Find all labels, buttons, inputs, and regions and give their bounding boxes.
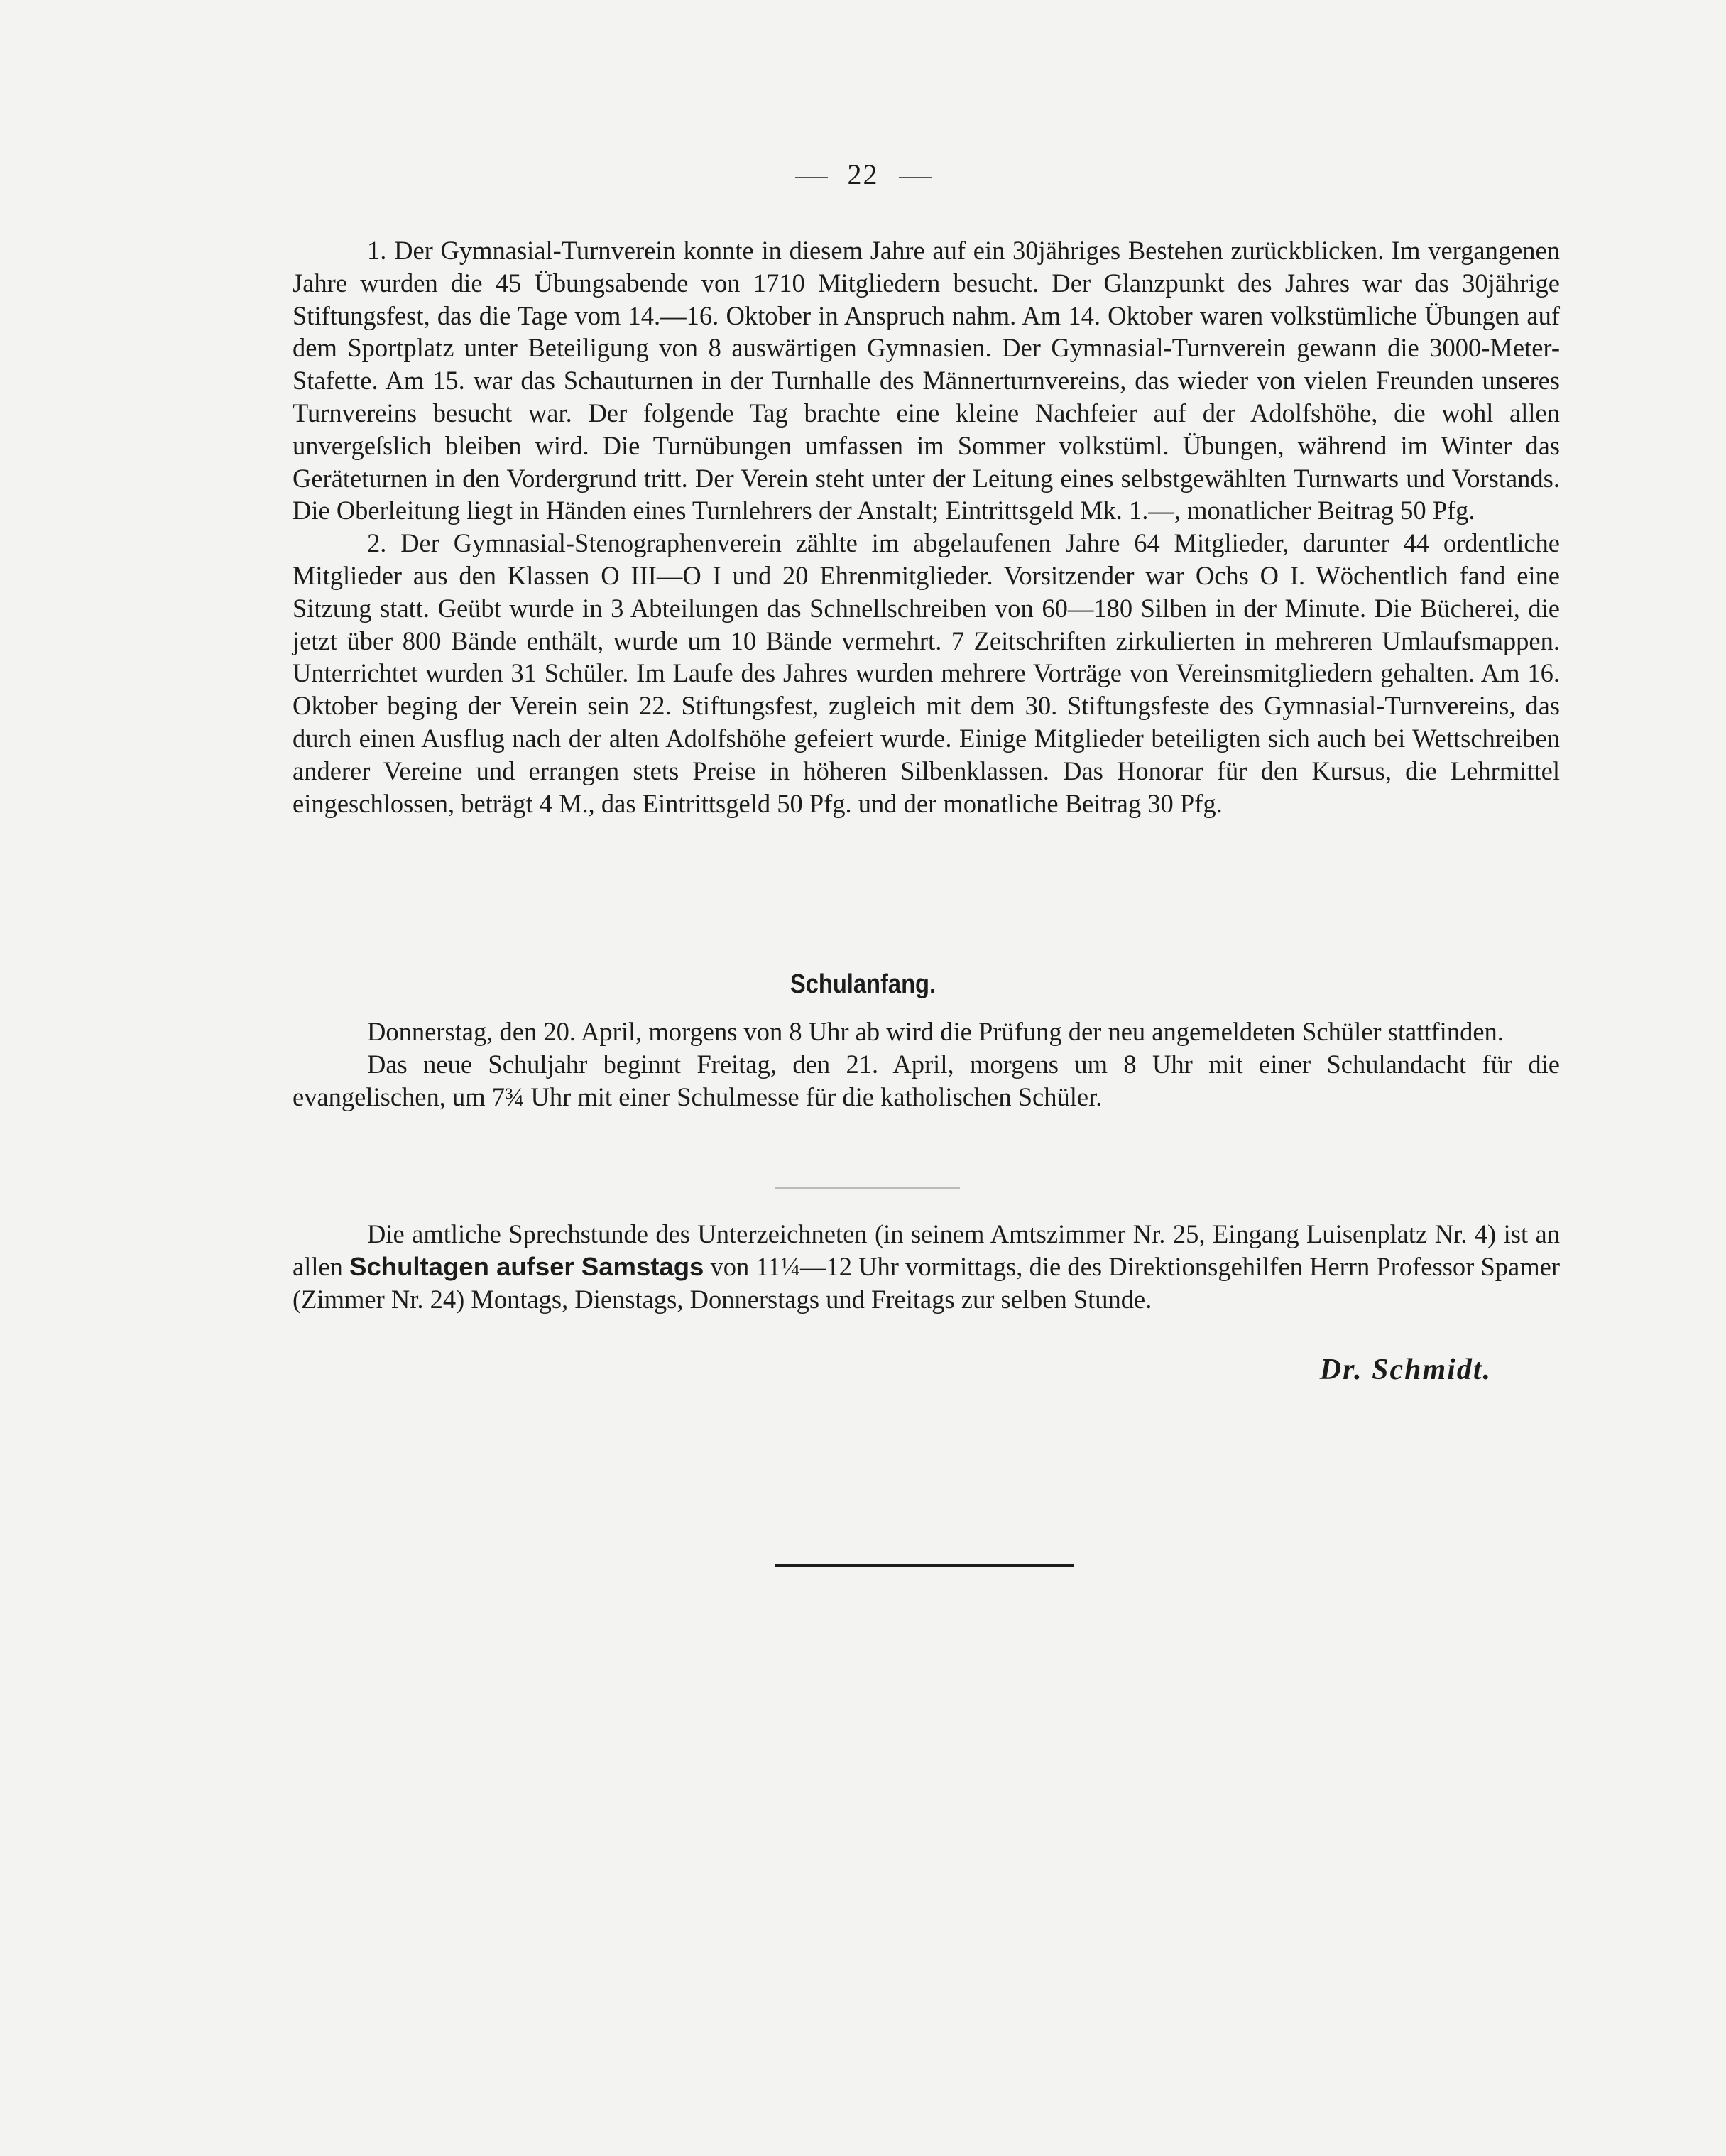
dash-left <box>795 177 828 178</box>
office-hours-emphasis: Schultagen aufser Samstags <box>349 1251 704 1281</box>
page-number <box>0 158 1726 191</box>
dash-right <box>899 177 932 178</box>
page-number-text: 22 <box>847 158 879 190</box>
paragraph-turnverein: 1. Der Gymnasial-Turnverein konnte in diesem Jahre auf ein 30jähriges Bestehen zurückblicken. Im vergangenen Jahre wurden die 45 Übungsabende von 1710 Mitgliedern besucht. Der Glanzpunkt des Jahres war das 30jährige Stiftungsfest, das die Tage vom 14.—16. Oktober in Anspruch nahm. Am 14. Oktober waren volkstümliche Übungen auf dem Sportplatz unter Beteiligung von 8 auswärtigen Gymnasien. Der Gymnasial-Turnverein gewann die 3000-Meter-Stafette. Am 15. war das Schauturnen in der Turnhalle des Männerturnvereins, das wieder von vielen Freunden unseres Turnvereins besucht war. Der folgende Tag brachte eine kleine Nachfeier auf der Adolfshöhe, die wohl allen unvergeſslich bleiben wird. Die Turnübungen umfassen im Sommer volkstüml. Übungen, während im Winter das Geräteturnen in den Vordergrund tritt. Der Verein steht unter der Leitung eines selbstgewählten Turnwarts und Vorstands. Die Oberleitung liegt in Händen eines Turnlehrers der Anstalt; Eintrittsgeld Mk. 1.—, monatlicher Beitrag 50 Pfg. <box>293 236 1560 526</box>
club-reports <box>293 234 1560 820</box>
office-hours-section <box>293 1218 1560 1315</box>
section-heading: Schulanfang. <box>790 969 936 999</box>
separator-line <box>775 1187 960 1189</box>
school-start-section <box>293 1016 1560 1113</box>
end-rule <box>775 1564 1074 1567</box>
paragraph-exam: Donnerstag, den 20. April, morgens von 8 Uhr ab wird die Prüfung der neu angemeldeten Schüler stattfinden. <box>367 1017 1504 1046</box>
signature: Dr. Schmidt. <box>1319 1354 1492 1386</box>
office-hours-text-a: Die amtliche Sprechstunde des Unterzeichneten (in seinem Amtszimmer Nr. 25, Eingang Luisenplatz Nr. 4) ist an allen <box>293 1219 1560 1281</box>
office-hours-text-b: von 11¼—12 Uhr vormittags, die des Direktionsgehilfen Herrn Professor Spamer (Zimmer Nr. 24) Montags, Dienstags, Donnerstags und Freitags zur selben Stunde. <box>293 1251 1560 1314</box>
paragraph-office-hours <box>293 1218 1560 1315</box>
paragraph-new-year: Das neue Schuljahr beginnt Freitag, den 21. April, morgens um 8 Uhr mit einer Schulandacht für die evangelischen, um 7¾ Uhr mit einer Schulmesse für die katholischen Schüler. <box>293 1049 1560 1111</box>
paragraph-stenographenverein: 2. Der Gymnasial-Stenographenverein zählte im abgelaufenen Jahre 64 Mitglieder, darunter 44 ordentliche Mitglieder aus den Klassen O III—O I und 20 Ehrenmitglieder. Vorsitzender war Ochs O I. Wöchentlich fand eine Sitzung statt. Geübt wurde in 3 Abteilungen das Schnellschreiben von 60—180 Silben in der Minute. Die Bücherei, die jetzt über 800 Bände enthält, wurde um 10 Bände vermehrt. 7 Zeitschriften zirkulierten in mehreren Umlaufsmappen. Unterrichtet wurden 31 Schüler. Im Laufe des Jahres wurden mehrere Vorträge von Vereinsmitgliedern gehalten. Am 16. Oktober beging der Verein sein 22. Stiftungsfest, zugleich mit dem 30. Stiftungsfeste des Gymnasial-Turnvereins, das durch einen Ausflug nach der alten Adolfshöhe gefeiert wurde. Einige Mitglieder beteiligten sich auch bei Wettschreiben anderer Vereine und errangen stets Preise in höheren Silbenklassen. Das Honorar für den Kursus, die Lehrmittel eingeschlossen, beträgt 4 M., das Eintrittsgeld 50 Pfg. und der monatliche Beitrag 30 Pfg. <box>293 528 1560 818</box>
